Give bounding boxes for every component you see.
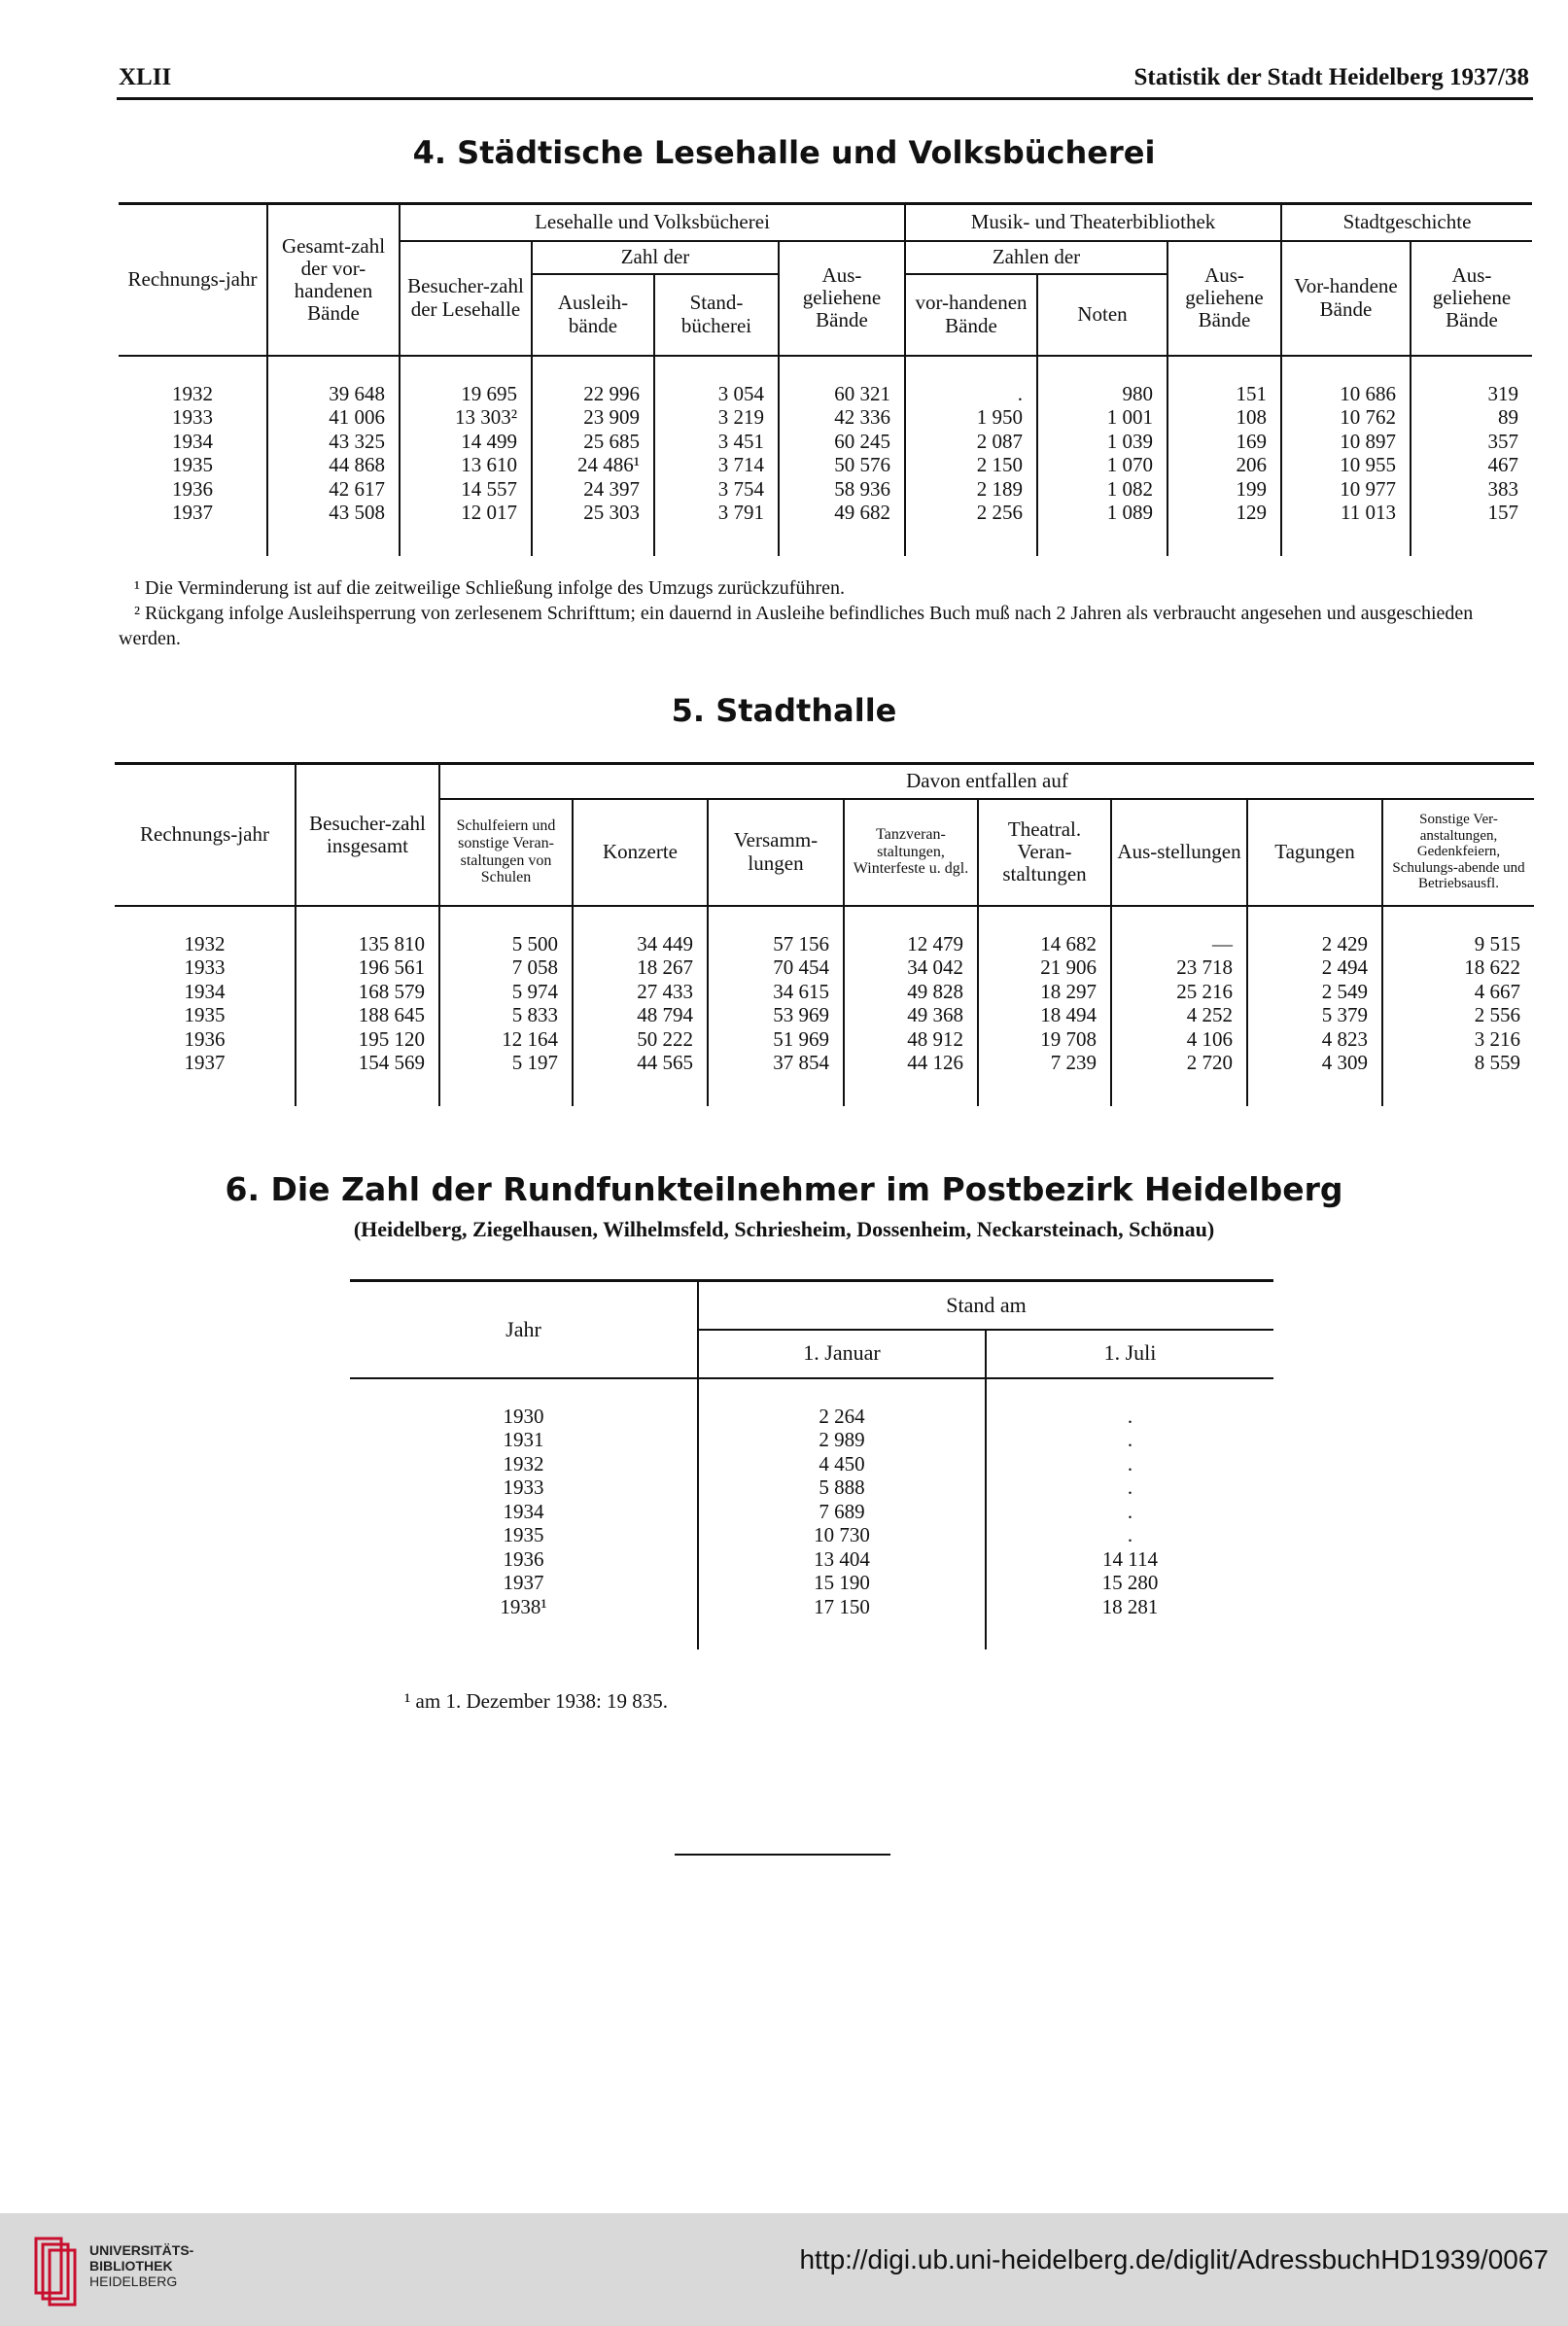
table-cell: 5 500 <box>439 932 573 956</box>
table-cell: 50 576 <box>779 453 905 477</box>
table-cell: 12 164 <box>439 1027 573 1052</box>
table-cell: 4 106 <box>1111 1027 1247 1052</box>
table-cell: 4 252 <box>1111 1003 1247 1027</box>
end-rule <box>675 1854 890 1856</box>
table-cell: 18 281 <box>986 1595 1273 1619</box>
table-cell: 43 508 <box>267 501 400 525</box>
col-tanzveranstaltungen: Tanzveran-staltungen, Winterfeste u. dgl. <box>844 799 978 906</box>
table-cell: . <box>986 1475 1273 1500</box>
running-title: Statistik der Stadt Heidelberg 1937/38 <box>1133 64 1529 90</box>
section4-title: 4. Städtische Lesehalle und Volksbücherei <box>412 134 1156 171</box>
table-cell: 39 648 <box>267 382 400 406</box>
group-davon: Davon entfallen auf <box>439 764 1534 799</box>
table-cell: 14 114 <box>986 1547 1273 1572</box>
table-cell: 24 486¹ <box>532 453 654 477</box>
col-theatral: Theatral. Veran-staltungen <box>978 799 1111 906</box>
table-cell: 10 762 <box>1281 405 1411 430</box>
table-cell: 1936 <box>184 1026 226 1051</box>
col-besucher: Besucher-zahl der Lesehalle <box>400 241 532 356</box>
table-row <box>350 1405 1273 1429</box>
table-cell: 1 950 <box>905 405 1037 430</box>
table-cell: 2 189 <box>905 477 1037 502</box>
table-cell: 168 579 <box>296 980 439 1004</box>
table-cell: 14 682 <box>978 932 1111 956</box>
table-row <box>350 1595 1273 1619</box>
table-cell: 22 996 <box>532 382 654 406</box>
table-cell: 980 <box>1037 382 1167 406</box>
table-cell: 3 714 <box>654 453 779 477</box>
table-cell: 1932 <box>184 931 226 955</box>
table-cell: 60 321 <box>779 382 905 406</box>
table-cell: 467 <box>1411 453 1532 477</box>
table-cell: 108 <box>1167 405 1281 430</box>
table-cell: — <box>1111 932 1247 956</box>
table-cell: 2 720 <box>1111 1051 1247 1075</box>
table-row <box>350 1523 1273 1547</box>
table-cell: 1 082 <box>1037 477 1167 502</box>
col-rechnungsjahr: Rechnungs-jahr <box>115 764 296 906</box>
table-cell: 58 936 <box>779 477 905 502</box>
table-cell: 49 828 <box>844 980 978 1004</box>
table-cell: . <box>986 1452 1273 1476</box>
table-cell: 50 222 <box>573 1027 708 1052</box>
table-cell: 1 039 <box>1037 430 1167 454</box>
table-row <box>119 382 1532 406</box>
table-cell: 2 264 <box>698 1405 986 1429</box>
table-cell: 89 <box>1411 405 1532 430</box>
table-cell: 1937 <box>503 1571 544 1594</box>
rundfunk-table <box>350 1279 1273 1649</box>
table-cell: 25 303 <box>532 501 654 525</box>
group-stadtgeschichte: Stadtgeschichte <box>1281 204 1532 241</box>
table-cell: 18 267 <box>573 955 708 980</box>
table-cell: 206 <box>1167 453 1281 477</box>
table-cell: 25 216 <box>1111 980 1247 1004</box>
table-cell: 34 042 <box>844 955 978 980</box>
table-row <box>115 980 1534 1004</box>
table-cell: 15 280 <box>986 1571 1273 1595</box>
table-cell: 151 <box>1167 382 1281 406</box>
col-rechnungsjahr: Rechnungs-jahr <box>119 204 267 356</box>
col-musik-ausgeliehene: Aus-geliehene Bände <box>1167 241 1281 356</box>
table-cell: 3 216 <box>1382 1027 1534 1052</box>
table-cell: 44 126 <box>844 1051 978 1075</box>
table-cell: 1935 <box>172 453 213 476</box>
library-table <box>119 202 1532 556</box>
table-cell: 19 695 <box>400 382 532 406</box>
table-cell: 10 977 <box>1281 477 1411 502</box>
table-cell: 44 565 <box>573 1051 708 1075</box>
table-cell: . <box>905 382 1037 406</box>
table-cell: 2 556 <box>1382 1003 1534 1027</box>
table-cell: 1 070 <box>1037 453 1167 477</box>
table-cell: 5 974 <box>439 980 573 1004</box>
spacer-row <box>119 525 1532 556</box>
library-logo-icon <box>33 2233 78 2307</box>
spacer-row <box>115 1075 1534 1106</box>
table-cell: 169 <box>1167 430 1281 454</box>
table-cell: 1934 <box>184 979 226 1003</box>
table-row <box>115 932 1534 956</box>
col-vorhandenen: vor-handenen Bände <box>905 274 1037 356</box>
table-cell: 2 087 <box>905 430 1037 454</box>
table-cell: 34 615 <box>708 980 844 1004</box>
table-row <box>119 453 1532 477</box>
section4-footnote-2: ² Rückgang infolge Ausleihsperrung von zerlesenem Schrifttum; ein dauernd in Ausleihe befindliches Buch muß nach 2 Jahren als verbraucht angesehen und ausgeschieden werden. <box>119 603 1474 649</box>
table-cell: 1931 <box>503 1428 544 1451</box>
table-cell: 154 569 <box>296 1051 439 1075</box>
table-cell: 319 <box>1411 382 1532 406</box>
table-cell: 14 499 <box>400 430 532 454</box>
col-gesamtzahl: Gesamt-zahl der vor-handenen Bände <box>267 204 400 356</box>
table-cell: 3 791 <box>654 501 779 525</box>
table-row <box>119 477 1532 502</box>
table-cell: 1933 <box>172 405 213 429</box>
table-cell: 34 449 <box>573 932 708 956</box>
table-cell: 5 833 <box>439 1003 573 1027</box>
table-cell: 188 645 <box>296 1003 439 1027</box>
group-stand-am: Stand am <box>698 1281 1273 1330</box>
table-cell: 3 451 <box>654 430 779 454</box>
table-cell: 19 708 <box>978 1027 1111 1052</box>
col-schulfeiern: Schulfeiern und sonstige Veran-staltungen von Schulen <box>439 799 573 906</box>
group-zahlen-der: Zahlen der <box>905 241 1167 274</box>
table-cell: 57 156 <box>708 932 844 956</box>
table-cell: 12 017 <box>400 501 532 525</box>
table-cell: 53 969 <box>708 1003 844 1027</box>
table-cell: 2 549 <box>1247 980 1382 1004</box>
table-cell: 43 325 <box>267 430 400 454</box>
section6-subtitle: (Heidelberg, Ziegelhausen, Wilhelmsfeld, Schriesheim, Dossenheim, Neckarsteinach, Schönau) <box>353 1217 1215 1241</box>
table-cell: 2 429 <box>1247 932 1382 956</box>
table-cell: 10 897 <box>1281 430 1411 454</box>
table-row <box>115 1003 1534 1027</box>
group-lesehalle: Lesehalle und Volksbücherei <box>400 204 905 241</box>
section5-title: 5. Stadthalle <box>671 692 897 729</box>
spacer-row <box>350 1618 1273 1649</box>
table-cell: 1934 <box>503 1499 544 1523</box>
table-cell: 18 494 <box>978 1003 1111 1027</box>
table-cell: 17 150 <box>698 1595 986 1619</box>
table-cell: 157 <box>1411 501 1532 525</box>
table-cell: 18 297 <box>978 980 1111 1004</box>
table-cell: 15 190 <box>698 1571 986 1595</box>
col-stadt-ausgeliehene: Aus-geliehene Bände <box>1411 241 1532 356</box>
table-cell: 42 617 <box>267 477 400 502</box>
table-cell: 21 906 <box>978 955 1111 980</box>
table-row <box>119 405 1532 430</box>
table-cell: 4 309 <box>1247 1051 1382 1075</box>
table-cell: 1 001 <box>1037 405 1167 430</box>
table-cell: 4 823 <box>1247 1027 1382 1052</box>
table-row <box>115 1051 1534 1075</box>
table-row <box>350 1547 1273 1572</box>
table-cell: 8 559 <box>1382 1051 1534 1075</box>
table-cell: 13 303² <box>400 405 532 430</box>
table-cell: . <box>986 1523 1273 1547</box>
table-cell: 3 219 <box>654 405 779 430</box>
table-cell: 2 256 <box>905 501 1037 525</box>
table-cell: 135 810 <box>296 932 439 956</box>
header-rule <box>117 97 1533 100</box>
table-row <box>350 1475 1273 1500</box>
table-cell: 27 433 <box>573 980 708 1004</box>
table-cell: 2 989 <box>698 1428 986 1452</box>
stadthalle-table <box>115 762 1534 1106</box>
table-row <box>115 1027 1534 1052</box>
table-cell: 14 557 <box>400 477 532 502</box>
table-cell: 1935 <box>503 1523 544 1546</box>
table-cell: . <box>986 1500 1273 1524</box>
table-cell: 11 013 <box>1281 501 1411 525</box>
col-jahr: Jahr <box>350 1281 698 1378</box>
table-cell: 1935 <box>184 1003 226 1026</box>
spacer-row <box>115 906 1534 932</box>
table-cell: 10 686 <box>1281 382 1411 406</box>
table-cell: 195 120 <box>296 1027 439 1052</box>
table-row <box>119 501 1532 525</box>
table-cell: 1930 <box>503 1404 544 1428</box>
table-cell: 129 <box>1167 501 1281 525</box>
spacer-row <box>119 356 1532 382</box>
col-versammlungen: Versamm-lungen <box>708 799 844 906</box>
table-row <box>350 1500 1273 1524</box>
table-row <box>115 955 1534 980</box>
table-cell: 1 089 <box>1037 501 1167 525</box>
col-tagungen: Tagungen <box>1247 799 1382 906</box>
col-konzerte: Konzerte <box>573 799 708 906</box>
table-cell: 3 754 <box>654 477 779 502</box>
table-cell: 1933 <box>503 1475 544 1499</box>
table-cell: 1936 <box>503 1546 544 1571</box>
table-cell: 41 006 <box>267 405 400 430</box>
col-januar: 1. Januar <box>698 1330 986 1378</box>
table-cell: 383 <box>1411 477 1532 502</box>
table-cell: 37 854 <box>708 1051 844 1075</box>
table-cell: 23 718 <box>1111 955 1247 980</box>
table-cell: 7 058 <box>439 955 573 980</box>
table-cell: 18 622 <box>1382 955 1534 980</box>
table-cell: 2 150 <box>905 453 1037 477</box>
table-row <box>119 430 1532 454</box>
table-cell: 49 368 <box>844 1003 978 1027</box>
table-cell: 196 561 <box>296 955 439 980</box>
table-cell: 2 494 <box>1247 955 1382 980</box>
col-stadt-vorhandene: Vor-handene Bände <box>1281 241 1411 356</box>
table-cell: 4 450 <box>698 1452 986 1476</box>
table-cell: 42 336 <box>779 405 905 430</box>
section6-footnote: ¹ am 1. Dezember 1938: 19 835. <box>404 1689 669 1713</box>
table-cell: 1936 <box>172 476 213 501</box>
table-cell: 12 479 <box>844 932 978 956</box>
group-musik: Musik- und Theaterbibliothek <box>905 204 1281 241</box>
table-row <box>350 1571 1273 1595</box>
table-cell: 1937 <box>172 501 213 524</box>
table-cell: 7 239 <box>978 1051 1111 1075</box>
table-cell: 4 667 <box>1382 980 1534 1004</box>
table-cell: 1932 <box>172 381 213 405</box>
table-cell: 9 515 <box>1382 932 1534 956</box>
col-sonstige: Sonstige Ver-anstaltungen, Gedenkfeiern, Schulungs-abende und Betriebsausfl. <box>1382 799 1534 906</box>
col-juli: 1. Juli <box>986 1330 1273 1378</box>
table-cell: 5 888 <box>698 1475 986 1500</box>
table-cell: 199 <box>1167 477 1281 502</box>
table-cell: 3 054 <box>654 382 779 406</box>
section4-footnote-1: ¹ Die Verminderung ist auf die zeitweilige Schließung infolge des Umzugs zurückzuführen. <box>134 577 845 599</box>
table-cell: . <box>986 1428 1273 1452</box>
table-cell: 1933 <box>184 955 226 979</box>
table-cell: 70 454 <box>708 955 844 980</box>
table-cell: 1934 <box>172 429 213 453</box>
col-noten: Noten <box>1037 274 1167 356</box>
table-cell: . <box>986 1405 1273 1429</box>
col-ausgeliehene: Aus-geliehene Bände <box>779 241 905 356</box>
table-cell: 48 912 <box>844 1027 978 1052</box>
table-cell: 357 <box>1411 430 1532 454</box>
table-cell: 13 404 <box>698 1547 986 1572</box>
spacer-row <box>350 1378 1273 1405</box>
table-cell: 23 909 <box>532 405 654 430</box>
col-standbuecherei: Stand-bücherei <box>654 274 779 356</box>
group-zahl-der: Zahl der <box>532 241 779 274</box>
table-cell: 1932 <box>503 1451 544 1475</box>
table-cell: 10 730 <box>698 1523 986 1547</box>
page-number: XLII <box>119 64 172 90</box>
table-cell: 44 868 <box>267 453 400 477</box>
table-cell: 10 955 <box>1281 453 1411 477</box>
table-cell: 49 682 <box>779 501 905 525</box>
col-ausleihbaende: Ausleih-bände <box>532 274 654 356</box>
table-cell: 7 689 <box>698 1500 986 1524</box>
table-cell: 24 397 <box>532 477 654 502</box>
table-cell: 13 610 <box>400 453 532 477</box>
table-cell: 25 685 <box>532 430 654 454</box>
col-besucher-insgesamt: Besucher-zahl insgesamt <box>296 764 439 906</box>
col-ausstellungen: Aus-stellungen <box>1111 799 1247 906</box>
source-url[interactable]: http://digi.ub.uni-heidelberg.de/diglit/AdressbuchHD1939/0067 <box>799 2244 1549 2274</box>
table-cell: 51 969 <box>708 1027 844 1052</box>
table-cell: 48 794 <box>573 1003 708 1027</box>
table-cell: 5 379 <box>1247 1003 1382 1027</box>
table-cell: 1938¹ <box>500 1594 547 1618</box>
table-cell: 1937 <box>184 1051 226 1074</box>
library-name: UNIVERSITÄTS- BIBLIOTHEK HEIDELBERG <box>89 2242 194 2289</box>
section6-title: 6. Die Zahl der Rundfunkteilnehmer im Postbezirk Heidelberg <box>225 1170 1343 1208</box>
table-row <box>350 1428 1273 1452</box>
table-cell: 5 197 <box>439 1051 573 1075</box>
table-cell: 60 245 <box>779 430 905 454</box>
table-row <box>350 1452 1273 1476</box>
